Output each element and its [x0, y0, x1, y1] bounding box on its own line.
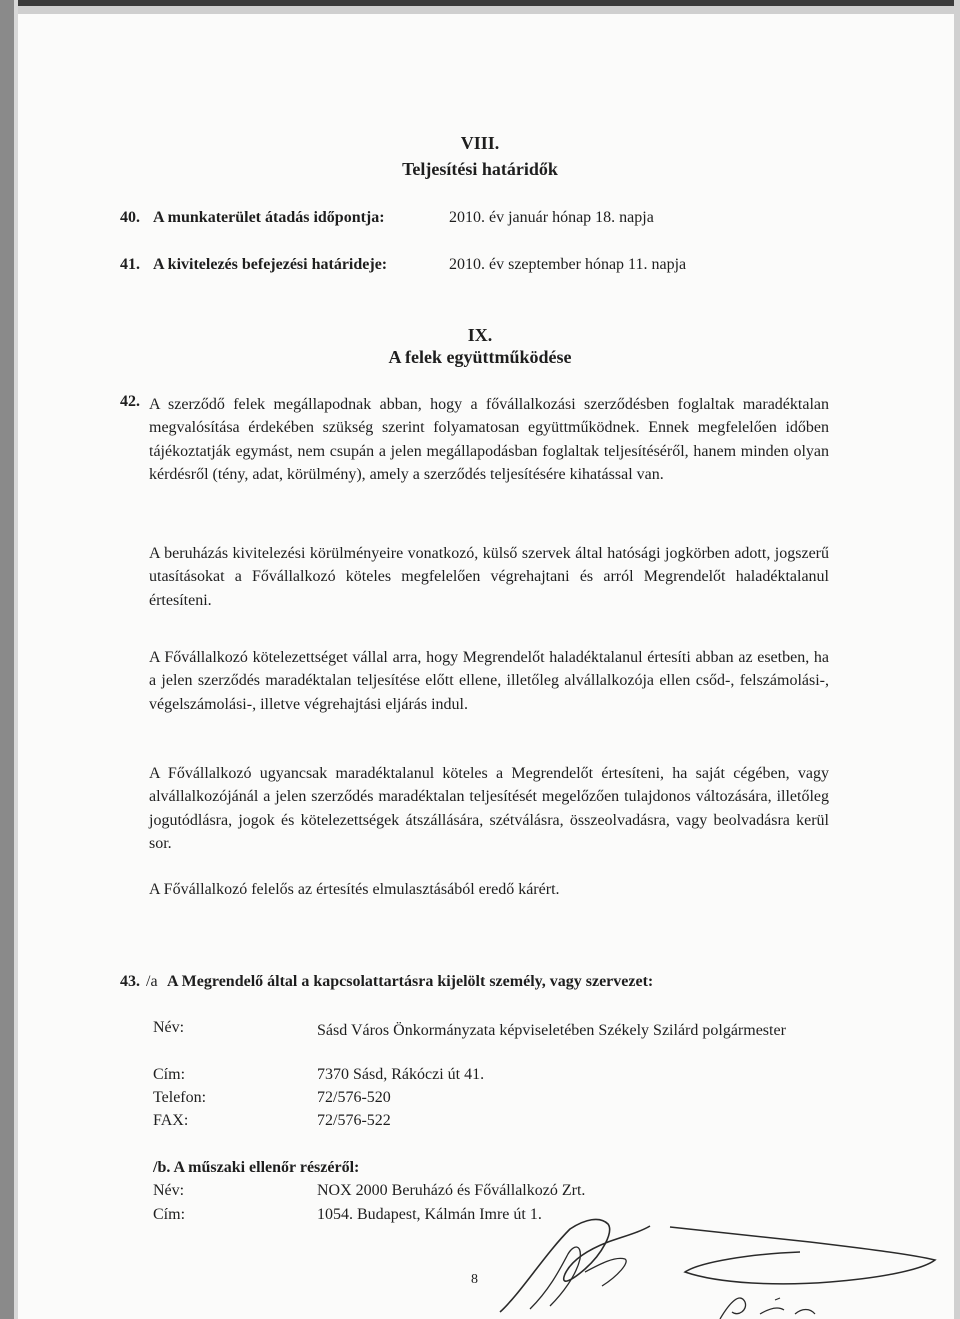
item-42-paragraph-5: [149, 878, 829, 901]
item-42-paragraph-3: [149, 646, 829, 716]
paragraph-text: A beruházás kivitelezési körülményeire vonatkozó, külső szervek által hatósági jogkörben adott, jogszerű utasításokat a Fővállalkozó köteles megfelelően végrehajtani és arról Megrendelőt haladéktalanul értesíteni.: [149, 545, 829, 609]
scan-border-left: [0, 0, 14, 1319]
inspector-name-label: Név:: [153, 1182, 185, 1199]
item-40-number: 40.: [120, 209, 140, 226]
inspector-name-value: NOX 2000 Beruházó és Fővállalkozó Zrt.: [317, 1182, 586, 1199]
item-42-paragraph-1: [149, 393, 829, 486]
inspector-address-value: 1054. Budapest, Kálmán Imre út 1.: [317, 1206, 542, 1223]
item-41-value: 2010. év szeptember hónap 11. napja: [449, 256, 687, 273]
contact-phone-value: 72/576-520: [317, 1089, 391, 1106]
item-43-heading: A Megrendelő által a kapcsolattartásra kijelölt személy, vagy szervezet:: [167, 973, 654, 990]
contact-phone-label: Telefon:: [153, 1089, 207, 1106]
section-8-number: VIII.: [460, 133, 500, 153]
contact-fax-value: 72/576-522: [317, 1112, 391, 1129]
item-43-prefix: /a: [146, 973, 158, 990]
signature-right: [660, 1222, 955, 1319]
scan-border-top-gap: [0, 6, 960, 14]
item-40-value: 2010. év január hónap 18. napja: [449, 209, 654, 226]
paragraph-text: A Fővállalkozó ugyancsak maradéktalanul köteles a Megrendelőt értesíteni, ha saját cégében, vagy alvállalkozójánál a jelen szerződés maradéktalan teljesítését megelőzően tulajdonos változására, illetőleg jogutódlásra, jogok és kötelezettségek átszállására, szétválásra, összeolvadásra, vagy beolvadásra kerül sor.: [149, 765, 829, 852]
contact-address-value: 7370 Sásd, Rákóczi út 41.: [317, 1066, 485, 1083]
section-9-number: IX.: [467, 325, 493, 345]
contact-address-label: Cím:: [153, 1066, 186, 1083]
paragraph-text: A szerződő felek megállapodnak abban, hogy a fővállalkozási szerződésben foglaltak maradéktalan megvalósítása érdekében szükség szerint folyamatosan együttműködnek. Ennek megfelelően időben tájékoztatják egymást, nem csupán a jelen megállapodásban foglaltak teljesítéséről, hanem minden olyan kérdésről (tény, adat, körülmény), amely a szerződés teljesítésére kihatással van.: [149, 396, 829, 483]
technical-inspector-heading: /b. A műszaki ellenőr részéről:: [153, 1159, 360, 1176]
item-40-label: A munkaterület átadás időpontja:: [153, 209, 385, 226]
item-43-number: 43.: [120, 973, 140, 990]
item-42-number: 42.: [120, 393, 140, 410]
section-8-title: Teljesítési határidők: [402, 159, 558, 179]
item-42-paragraph-2: [149, 542, 829, 612]
item-41-label: A kivitelezés befejezési határideje:: [153, 256, 388, 273]
scan-border-right: [954, 0, 960, 1319]
item-41-number: 41.: [120, 256, 140, 273]
section-9-title: A felek együttműködése: [388, 347, 572, 367]
inspector-address-label: Cím:: [153, 1206, 186, 1223]
signature-left: [490, 1214, 660, 1319]
item-42-paragraph-4: [149, 762, 829, 855]
contact-fax-label: FAX:: [153, 1112, 189, 1129]
page-number: 8: [471, 1272, 478, 1287]
paragraph-text: A Fővállalkozó kötelezettséget vállal arra, hogy Megrendelőt haladéktalanul értesíti abban az esetben, ha a jelen szerződés maradéktalan teljesítése előtt ellene, illetőleg alvállalkozója ellen csőd-, felszámolási-, végelszámolási-, illetve végrehajtási eljárás indul.: [149, 649, 829, 713]
paragraph-text: A Fővállalkozó felelős az értesítés elmulasztásából eredő kárért.: [149, 881, 560, 898]
contact-name-label: Név:: [153, 1019, 185, 1036]
contact-name-value: Sásd Város Önkormányzata képviseletében Székely Szilárd polgármester: [317, 1022, 786, 1039]
